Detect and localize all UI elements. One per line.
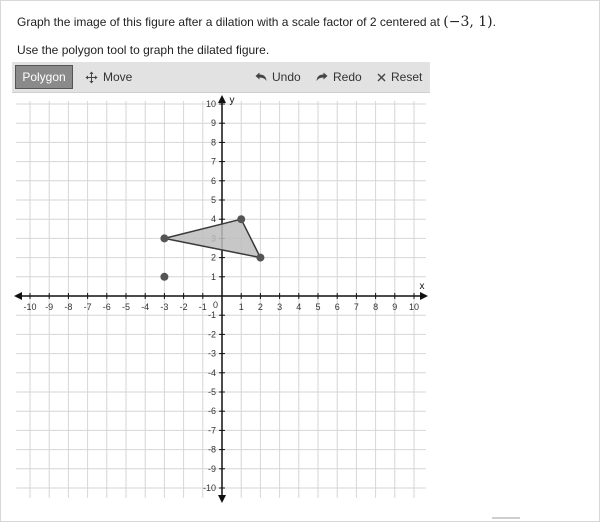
reset-button[interactable] (377, 66, 422, 88)
x-tick-label: 3 (277, 302, 283, 312)
x-tick-label: 6 (334, 302, 340, 312)
y-tick-label: -6 (207, 406, 216, 417)
x-axis-arrow-right (420, 292, 428, 300)
triangle-vertex-point (237, 215, 245, 223)
x-tick-label: 8 (373, 302, 379, 312)
x-axis-arrow-left (14, 292, 22, 300)
y-tick-label: 7 (210, 156, 216, 167)
y-tick-label: 1 (210, 271, 216, 282)
x-tick-label: -1 (198, 302, 207, 312)
x-axis-label: x (419, 281, 425, 292)
x-tick-label: -2 (179, 302, 188, 312)
y-tick-label: -8 (207, 444, 216, 455)
move-arrows-icon (85, 71, 98, 84)
triangle-vertex-point (256, 254, 264, 262)
x-tick-label: -7 (83, 302, 92, 312)
x-tick-label: 7 (353, 302, 359, 312)
x-tick-label: -10 (23, 302, 37, 312)
instruction-text: Use the polygon tool to graph the dilated figure. (17, 43, 270, 57)
move-tool-button[interactable] (85, 66, 132, 88)
y-tick-label: 10 (205, 99, 216, 109)
y-axis-arrow-up (218, 95, 226, 103)
dilation-center: (−3, 1) (443, 14, 493, 30)
redo-arrow-icon (316, 72, 328, 82)
x-icon (377, 73, 386, 82)
origin-label: 0 (212, 300, 218, 310)
y-tick-label: 2 (210, 252, 216, 263)
x-tick-label: -3 (160, 302, 169, 312)
x-tick-label: -6 (102, 302, 111, 312)
polygon-tool-label: Polygon (22, 70, 66, 84)
y-tick-label: 8 (210, 137, 216, 148)
x-tick-label: 4 (296, 302, 302, 312)
y-tick-label: 4 (210, 214, 216, 225)
y-tick-label: -4 (207, 367, 216, 378)
x-tick-label: 2 (257, 302, 263, 312)
redo-button[interactable] (316, 66, 362, 88)
y-tick-label: -9 (207, 463, 216, 474)
x-tick-label: -8 (64, 302, 73, 312)
graph-toolbar (12, 62, 430, 93)
reset-label: Reset (391, 70, 423, 84)
x-tick-label: 9 (392, 302, 398, 312)
y-axis-arrow-down (218, 495, 226, 503)
y-tick-label: -2 (207, 329, 216, 340)
y-tick-label: -10 (202, 483, 216, 493)
question-prompt (17, 14, 496, 30)
y-axis-label: y (229, 95, 235, 106)
undo-arrow-icon (255, 72, 267, 82)
scroll-indicator (492, 517, 520, 519)
triangle-vertex-point (160, 234, 168, 242)
y-tick-label: -1 (207, 310, 216, 321)
y-tick-label: -7 (207, 425, 216, 436)
y-tick-label: 5 (210, 195, 216, 205)
polygon-tool-button[interactable] (15, 65, 73, 89)
undo-button[interactable] (255, 66, 301, 88)
x-tick-label: 5 (315, 302, 321, 312)
y-tick-label: -5 (207, 387, 216, 397)
y-tick-label: 9 (210, 118, 216, 129)
dilation-center-point (160, 273, 168, 281)
x-tick-label: -5 (121, 302, 131, 312)
x-tick-label: -9 (45, 302, 54, 312)
move-tool-label: Move (103, 70, 133, 84)
x-tick-label: -4 (141, 302, 150, 312)
coordinate-grid[interactable] (12, 93, 430, 505)
x-tick-label: 10 (408, 302, 420, 312)
y-tick-label: -3 (207, 348, 216, 359)
coordinate-plane[interactable] (12, 93, 430, 505)
x-tick-label: 1 (238, 302, 244, 312)
prompt-end: . (492, 15, 496, 29)
redo-label: Redo (333, 70, 362, 84)
prompt-text: Graph the image of this figure after a dilation with a scale factor of 2 centered at (17, 15, 440, 29)
y-tick-label: 6 (210, 175, 216, 186)
undo-label: Undo (272, 70, 301, 84)
